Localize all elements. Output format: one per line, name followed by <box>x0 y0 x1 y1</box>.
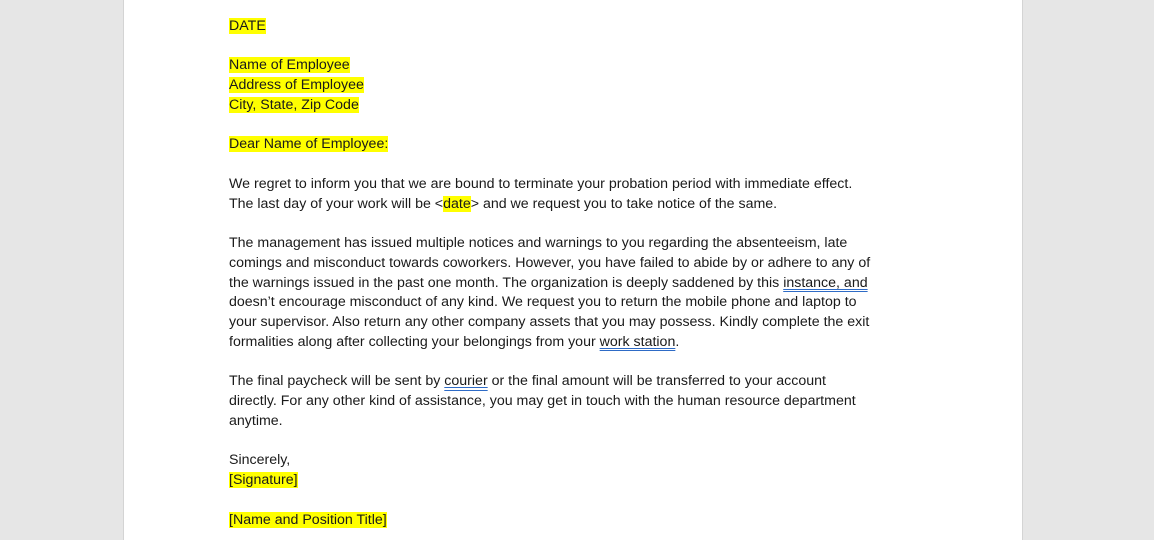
recipient-name: Name of Employee <box>229 57 350 74</box>
grammar-flag-work-station[interactable]: work station <box>599 333 676 350</box>
grammar-flag-instance-and[interactable]: instance, and <box>783 274 868 291</box>
text-line: your supervisor. Also return any other company assets that you may possess. Kindly complete the exit <box>229 314 870 331</box>
text-line: The management has issued multiple notices and warnings to you regarding the absenteeism, late <box>229 234 848 251</box>
closing-block <box>229 451 919 491</box>
signature-placeholder: [Signature] <box>229 472 298 489</box>
text-line: directly. For any other kind of assistance, you may get in touch with the human resource department <box>229 393 856 410</box>
closing: Sincerely, <box>229 452 291 469</box>
paragraph-reasons <box>229 234 919 353</box>
text-line: the warnings issued in the past one month. The organization is deeply saddened by this instance, and <box>229 274 868 291</box>
paragraph-paycheck <box>229 372 919 431</box>
salutation: Dear Name of Employee: <box>229 136 389 153</box>
text-line: The final paycheck will be sent by courier or the final amount will be transferred to your account <box>229 373 826 390</box>
name-title-placeholder: [Name and Position Title] <box>229 511 387 528</box>
paragraph-termination <box>229 175 919 215</box>
text-line: doesn’t encourage misconduct of any kind. We request you to return the mobile phone and laptop to <box>229 294 857 311</box>
date-paragraph <box>229 17 919 37</box>
last-day-date-placeholder: date <box>443 195 471 212</box>
document-page[interactable] <box>123 0 1023 540</box>
text-line: We regret to inform you that we are bound to terminate your probation period with immediate effect. <box>229 175 853 192</box>
text-line: The last day of your work will be <date> and we request you to take notice of the same. <box>229 195 778 212</box>
text-line: formalities along after collecting your belongings from your work station. <box>229 333 680 350</box>
recipient-block <box>229 56 919 115</box>
salutation-paragraph <box>229 135 919 155</box>
text-line: anytime. <box>229 412 283 429</box>
date-placeholder: DATE <box>229 18 266 34</box>
recipient-city: City, State, Zip Code <box>229 96 359 113</box>
letter-body[interactable] <box>229 17 919 540</box>
text-line: comings and misconduct towards coworkers. However, you have failed to abide by or adhere to any of <box>229 254 871 271</box>
recipient-address: Address of Employee <box>229 77 364 94</box>
name-title-paragraph <box>229 511 919 531</box>
grammar-flag-courier[interactable]: courier <box>444 373 488 390</box>
